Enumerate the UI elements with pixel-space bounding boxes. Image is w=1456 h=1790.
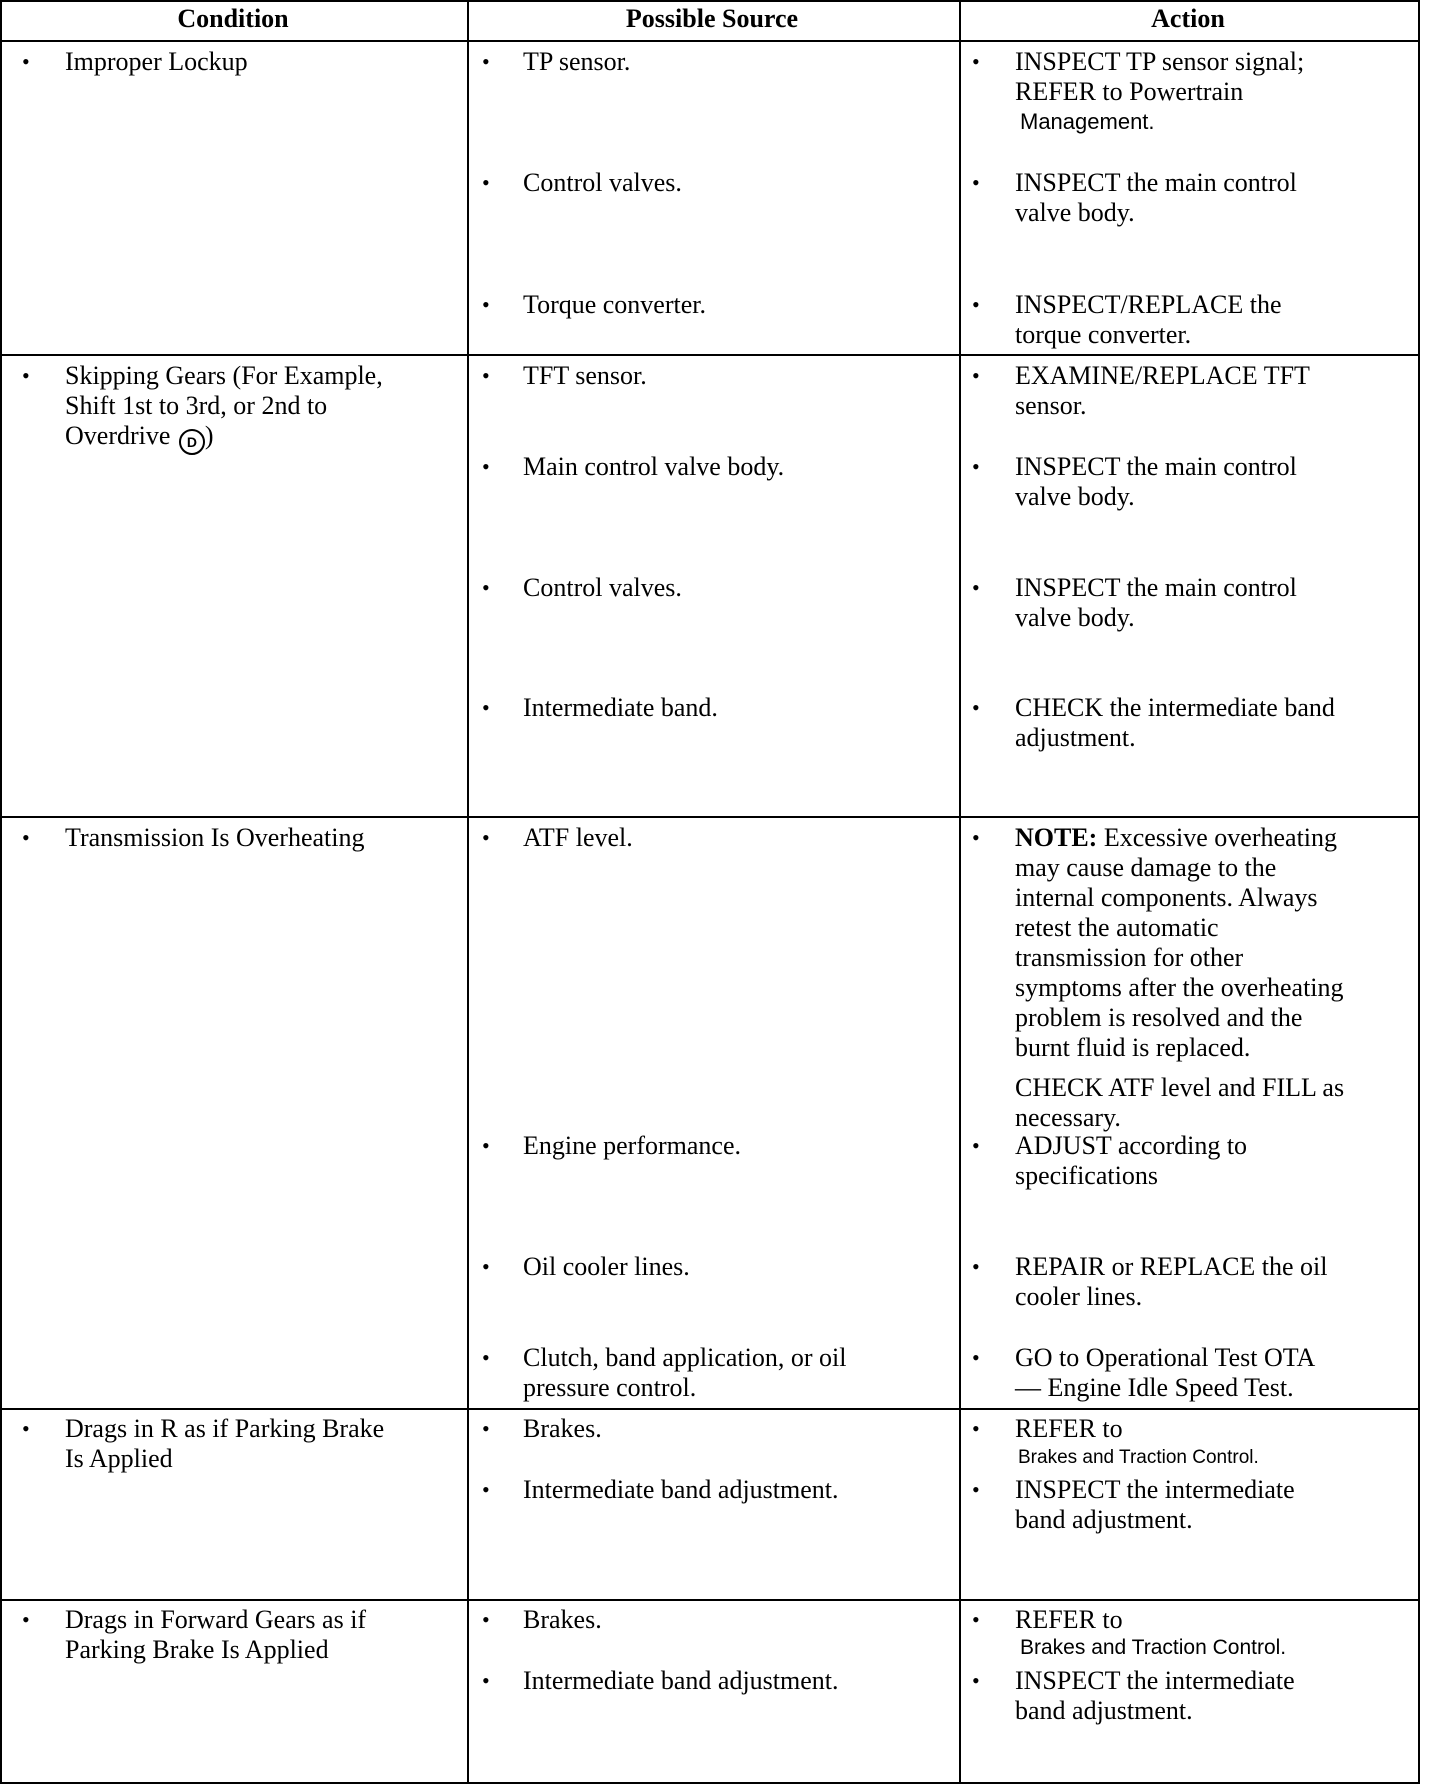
bullet: • (22, 363, 30, 388)
source-text: Engine performance. (523, 1131, 742, 1160)
bullet: • (22, 1607, 30, 1632)
bullet: • (972, 363, 980, 388)
bullet: • (482, 1416, 490, 1441)
action-text: INSPECT the main control valve body. (1015, 573, 1297, 632)
bullet: • (482, 1345, 490, 1370)
bullet: • (972, 170, 980, 195)
action-text: Brakes and Traction Control. (1018, 1447, 1259, 1468)
header-possible-source: Possible Source (625, 4, 799, 33)
bullet: • (482, 363, 490, 388)
bullet: • (22, 49, 30, 74)
note-label: NOTE: (1015, 823, 1098, 852)
condition-text: Skipping Gears (For Example, (65, 361, 383, 390)
condition-text: Shift 1st to 3rd, or 2nd to (65, 391, 328, 420)
bullet: • (482, 170, 490, 195)
bullet: • (972, 1477, 980, 1502)
bullet: • (482, 1607, 490, 1632)
source-text: Clutch, band application, or oil pressure control. (523, 1343, 847, 1402)
source-text: Intermediate band adjustment. (523, 1666, 839, 1695)
action-text: INSPECT the intermediate band adjustment. (1015, 1666, 1295, 1725)
action-text: INSPECT the intermediate band adjustment. (1015, 1475, 1295, 1534)
source-text: Intermediate band adjustment. (523, 1475, 839, 1504)
bullet: • (972, 1607, 980, 1632)
source-text: Control valves. (523, 168, 682, 197)
bullet: • (482, 695, 490, 720)
row-divider (2, 354, 1418, 356)
bullet: • (22, 1416, 30, 1441)
overdrive-icon: D (179, 429, 205, 455)
source-text: Torque converter. (523, 290, 706, 319)
bullet: • (482, 825, 490, 850)
action-text: INSPECT/REPLACE the torque converter. (1015, 290, 1282, 349)
source-text: Control valves. (523, 573, 682, 602)
bullet: • (482, 1254, 490, 1279)
bullet: • (972, 825, 980, 850)
action-text: Management. (1020, 109, 1155, 134)
bullet: • (972, 49, 980, 74)
condition-text: Drags in R as if Parking Brake Is Applied (65, 1414, 385, 1473)
bullet: • (482, 1477, 490, 1502)
bullet: • (972, 454, 980, 479)
condition-text: Transmission Is Overheating (65, 823, 365, 852)
bullet: • (482, 1133, 490, 1158)
column-divider (467, 2, 469, 1782)
action-text: EXAMINE/REPLACE TFT sensor. (1015, 361, 1310, 420)
action-text: ADJUST according to specifications (1015, 1131, 1248, 1190)
action-text: INSPECT TP sensor signal; (1015, 47, 1305, 76)
row-divider (2, 1599, 1418, 1601)
bullet: • (972, 1254, 980, 1279)
bullet: • (972, 292, 980, 317)
row-divider (2, 816, 1418, 818)
source-text: TFT sensor. (523, 361, 647, 390)
bullet: • (972, 575, 980, 600)
bullet: • (482, 49, 490, 74)
action-text: INSPECT the main control valve body. (1015, 168, 1297, 227)
bullet: • (482, 575, 490, 600)
condition-text: Drags in Forward Gears as if Parking Brake Is Applied (65, 1605, 367, 1664)
condition-text-overdrive: Overdrive (65, 421, 171, 450)
action-text (1015, 823, 1337, 853)
header-divider (2, 40, 1418, 42)
bullet: • (22, 825, 30, 850)
bullet: • (972, 1345, 980, 1370)
header-action: Action (1151, 4, 1225, 33)
source-text: Oil cooler lines. (523, 1252, 690, 1281)
note-text: Excessive overheating (1097, 823, 1338, 852)
action-text: CHECK the intermediate band adjustment. (1015, 693, 1335, 752)
action-text: INSPECT the main control valve body. (1015, 452, 1297, 511)
source-text: TP sensor. (523, 47, 631, 76)
bullet: • (482, 292, 490, 317)
source-text: Intermediate band. (523, 693, 718, 722)
header-condition: Condition (177, 4, 289, 33)
bullet: • (972, 695, 980, 720)
action-text: REPAIR or REPLACE the oil cooler lines. (1015, 1252, 1328, 1311)
source-text: ATF level. (523, 823, 633, 852)
action-text: REFER to (1015, 1414, 1123, 1443)
action-text: Brakes and Traction Control. (1020, 1636, 1287, 1659)
bullet: • (972, 1668, 980, 1693)
bullet: • (972, 1416, 980, 1441)
condition-text: Improper Lockup (65, 47, 248, 76)
action-text: may cause damage to the internal components. Always retest the automatic transmission for other symptoms after the overheating problem is resolved and the burnt fluid is replaced. (1015, 853, 1344, 1062)
bullet: • (482, 454, 490, 479)
action-text: REFER to (1015, 1605, 1123, 1634)
action-text: REFER to Powertrain (1015, 77, 1244, 106)
condition-text (65, 421, 214, 455)
source-text: Brakes. (523, 1605, 602, 1634)
condition-text-end: ) (204, 421, 214, 450)
source-text: Brakes. (523, 1414, 602, 1443)
row-divider (2, 1408, 1418, 1410)
action-text: CHECK ATF level and FILL as necessary. (1015, 1073, 1345, 1132)
bullet: • (972, 1133, 980, 1158)
bullet: • (482, 1668, 490, 1693)
action-text: GO to Operational Test OTA — Engine Idle Speed Test. (1015, 1343, 1316, 1402)
column-divider (959, 2, 961, 1782)
source-text: Main control valve body. (523, 452, 785, 481)
